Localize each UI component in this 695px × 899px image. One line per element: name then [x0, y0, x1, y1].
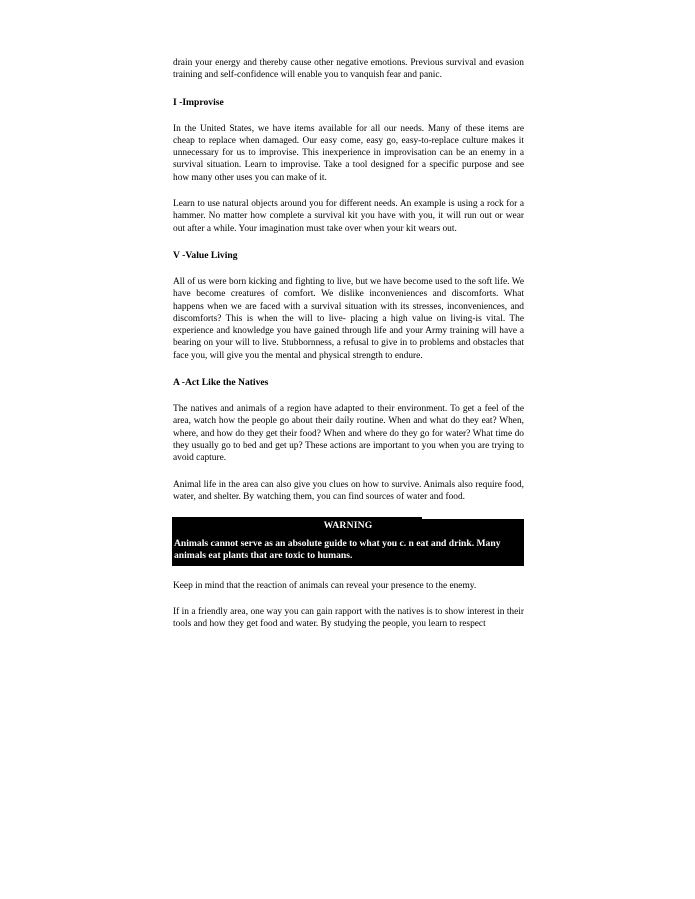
section-heading-act-like-natives: A -Act Like the Natives — [173, 377, 269, 389]
document-page — [173, 57, 524, 631]
improvise-paragraph-1: In the United States, we have items available for all our needs. Many of these items are cheap to replace when damaged. Our easy come, easy go, easy-to-replace culture makes it unnecessary for us to improvise. This inexperience in improvisation can be an enemy in a survival situation. Learn to improvise. Take a tool designed for a specific purpose and see how many other uses you can make of it. — [173, 123, 524, 183]
section-heading-value-living: V -Value Living — [173, 249, 238, 261]
natives-paragraph-2: Animal life in the area can also give you clues on how to survive. Animals also require food, water, and shelter. By watching them, you can find sources of water and food. — [173, 479, 524, 502]
section-heading-improvise: I -Improvise — [173, 96, 224, 108]
warning-box-body — [172, 519, 524, 566]
improvise-paragraph-2: Learn to use natural objects around you for different needs. An example is using a rock for a hammer. No matter how complete a survival kit you have with you, it will run out or wear out after a while. Your imagination must take over when your kit wears out. — [173, 199, 524, 234]
natives-paragraph-1: The natives and animals of a region have adapted to their environment. To get a feel of the area, watch how the people go about their daily routine. When and what do they eat? When, where, and how do they get their food? When and where do they go for water? What time do they usually go to bed and get up? These actions are important to you when you are trying to avoid capture. — [173, 404, 524, 464]
warning-box-bottom-edge — [172, 565, 378, 566]
warning-box — [172, 517, 524, 566]
closing-paragraph-2: If in a friendly area, one way you can gain rapport with the natives is to show interest in their tools and how they get food and water. By studying the people, you learn to respect — [173, 607, 524, 630]
warning-title: WARNING — [323, 520, 373, 532]
warning-text: Animals cannot serve as an absolute guide to what you c. n eat and drink. Many animals eat plants that are toxic to humans. — [174, 538, 501, 562]
intro-paragraph: drain your energy and thereby cause other negative emotions. Previous survival and evasion training and self-confidence will enable you to vanquish fear and panic. — [173, 58, 524, 81]
value-living-paragraph-1: All of us were born kicking and fighting to live, but we have become used to the soft life. We have become creatures of comfort. We dislike inconveniences and discomforts. What happens when we are faced with a survival situation with its stresses, inconveniences, and discomforts? This is when the will to live- placing a high value on living-is vital. The experience and knowledge you have gained through life and your Army training will have a bearing on your will to live. Stubbornness, a refusal to give in to problems and obstacles that face you, will give you the mental and physical strength to endure. — [173, 276, 524, 361]
closing-paragraph-1: Keep in mind that the reaction of animals can reveal your presence to the enemy. — [173, 580, 477, 591]
